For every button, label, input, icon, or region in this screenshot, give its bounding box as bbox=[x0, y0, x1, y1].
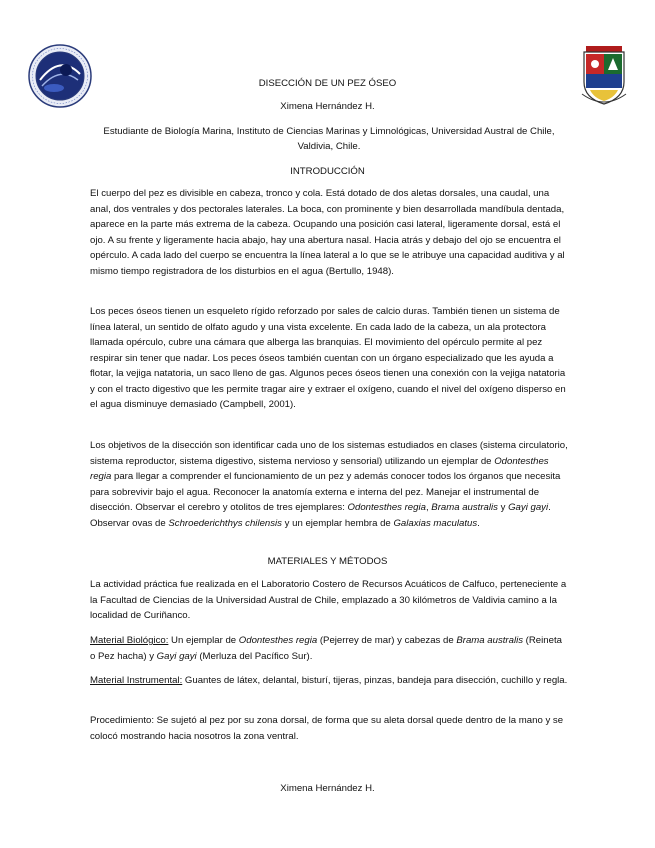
paragraph-text: . Observar ovas de bbox=[90, 502, 551, 529]
species-name: Brama australis bbox=[456, 635, 524, 646]
footer-author: Ximena Hernández H. bbox=[280, 783, 375, 794]
species-name: Galaxias maculatus bbox=[393, 517, 478, 529]
material-biologico-label: Material Biológico: bbox=[90, 635, 169, 646]
paragraph-text: y un ejemplar hembra de bbox=[281, 517, 394, 529]
material-instrumental-paragraph bbox=[90, 673, 568, 689]
methods-paragraph-1: La actividad práctica fue realizada en el Laboratorio Costero de Recursos Acuáticos de Calfuco, perteneciente a la Facultad de Ciencias de la Universidad Austral de Chile, emplazado a 30 kilómetros de Valdivia camino a la localidad de Curiñanco. bbox=[90, 579, 567, 621]
paragraph-text: para llegar a comprender el funcionamiento de un pez y además conocer todos los órganos que necesita para sobrevivir bajo el agua. Reconocer la anatomía externa e interna del pez. Manejar el instrumental de disección. Observar el cerebro y otolitos de tres ejemplares: bbox=[90, 471, 561, 513]
paragraph-text: y bbox=[497, 502, 509, 513]
species-name: Brama australis bbox=[431, 502, 498, 513]
material-instrumental-label: Material Instrumental: bbox=[90, 675, 183, 686]
material-biologico-paragraph bbox=[90, 633, 568, 664]
paragraph-text: , bbox=[425, 502, 432, 513]
species-name: Odontesthes regia bbox=[90, 455, 549, 482]
species-name: Odontesthes regia bbox=[347, 502, 426, 513]
document-title: DISECCIÓN DE UN PEZ ÓSEO bbox=[258, 78, 397, 89]
author-name: Ximena Hernández H. bbox=[280, 101, 375, 112]
author-affiliation: Estudiante de Biología Marina, Instituto de Ciencias Marinas y Limnológicas, Universidad Austral de Chile, Valdivia, Chile. bbox=[103, 126, 555, 152]
paragraph-text: Guantes de látex, delantal, bisturí, tijeras, pinzas, bandeja para disección, cuchillo y regla. bbox=[182, 675, 568, 686]
species-name: Gayi gayi bbox=[156, 650, 197, 662]
intro-paragraph-1: El cuerpo del pez es divisible en cabeza, tronco y cola. Está dotado de dos aletas dorsales, una caudal, una anal, dos ventrales y dos pectorales laterales. La boca, con prominente y bien desarrollada mandíbula dentada, aparece en la parte más extrema de la cabeza. Ocupando una posición casi lateral, ligeramente dorsal, está el ojo. A su frente y ligeramente hacia abajo, hay una abertura nasal. Hacia atrás y debajo del ojo se encuentra el opérculo. A cada lado del cuerpo se encuentra la línea lateral a lo que se le atribuye una capacidad auditiva y al mismo tiempo registradora de los disturbios en el agua (Bertullo, 1948). bbox=[90, 188, 565, 277]
paragraph-text: . bbox=[477, 517, 480, 529]
paragraph-text: (Merluza del Pacífico Sur). bbox=[196, 650, 313, 662]
intro-paragraph-3 bbox=[90, 438, 568, 531]
university-crest-icon bbox=[578, 44, 630, 108]
species-name: Gayi gayi bbox=[508, 502, 549, 513]
institute-seal-icon bbox=[28, 44, 92, 108]
paragraph-text: Los objetivos de la disección son identificar cada uno de los sistemas estudiados en clases (sistema circulatorio, sistema reproductor, sistema digestivo, sistema nervioso y sensorial) utilizando un ejemplar de bbox=[90, 440, 568, 467]
procedimiento-paragraph: Procedimiento: Se sujetó al pez por su zona dorsal, de forma que su aleta dorsal quede dentro de la mano y se colocó mostrando hacia nosotros la zona ventral. bbox=[90, 715, 564, 742]
section-heading-materiales-metodos: MATERIALES Y MÉTODOS bbox=[267, 556, 388, 567]
species-name: Odontesthes regia bbox=[238, 635, 318, 646]
paragraph-text: Un ejemplar de bbox=[168, 635, 239, 646]
paragraph-text: (Reineta o Pez hacha) y bbox=[90, 635, 562, 662]
species-name: Schroederichthys chilensis bbox=[168, 517, 282, 529]
intro-paragraph-2: Los peces óseos tienen un esqueleto rígido reforzado por sales de calcio duras. También tienen un sistema de línea lateral, un sentido de olfato agudo y una vista excelente. En cada lado de la cabeza, un ala protectora llamada opérculo, cubre una cámara que alberga las branquias. El movimiento del opérculo permite al pez respirar sin tener que nadar. Los peces óseos también cuentan con un órgano especializado que les ayuda a flotar, la vejiga natatoria, un saco lleno de gas. Algunos peces óseos tienen una conexión con la vejiga natatoria y con el tracto digestivo que les permite tragar aire y extraer el oxígeno, cuando el nivel del oxígeno disperso en el agua disminuye demasiado (Campbell, 2001). bbox=[90, 306, 566, 410]
section-heading-introduccion: INTRODUCCIÓN bbox=[290, 166, 365, 177]
paragraph-text: (Pejerrey de mar) y cabezas de bbox=[317, 635, 457, 646]
